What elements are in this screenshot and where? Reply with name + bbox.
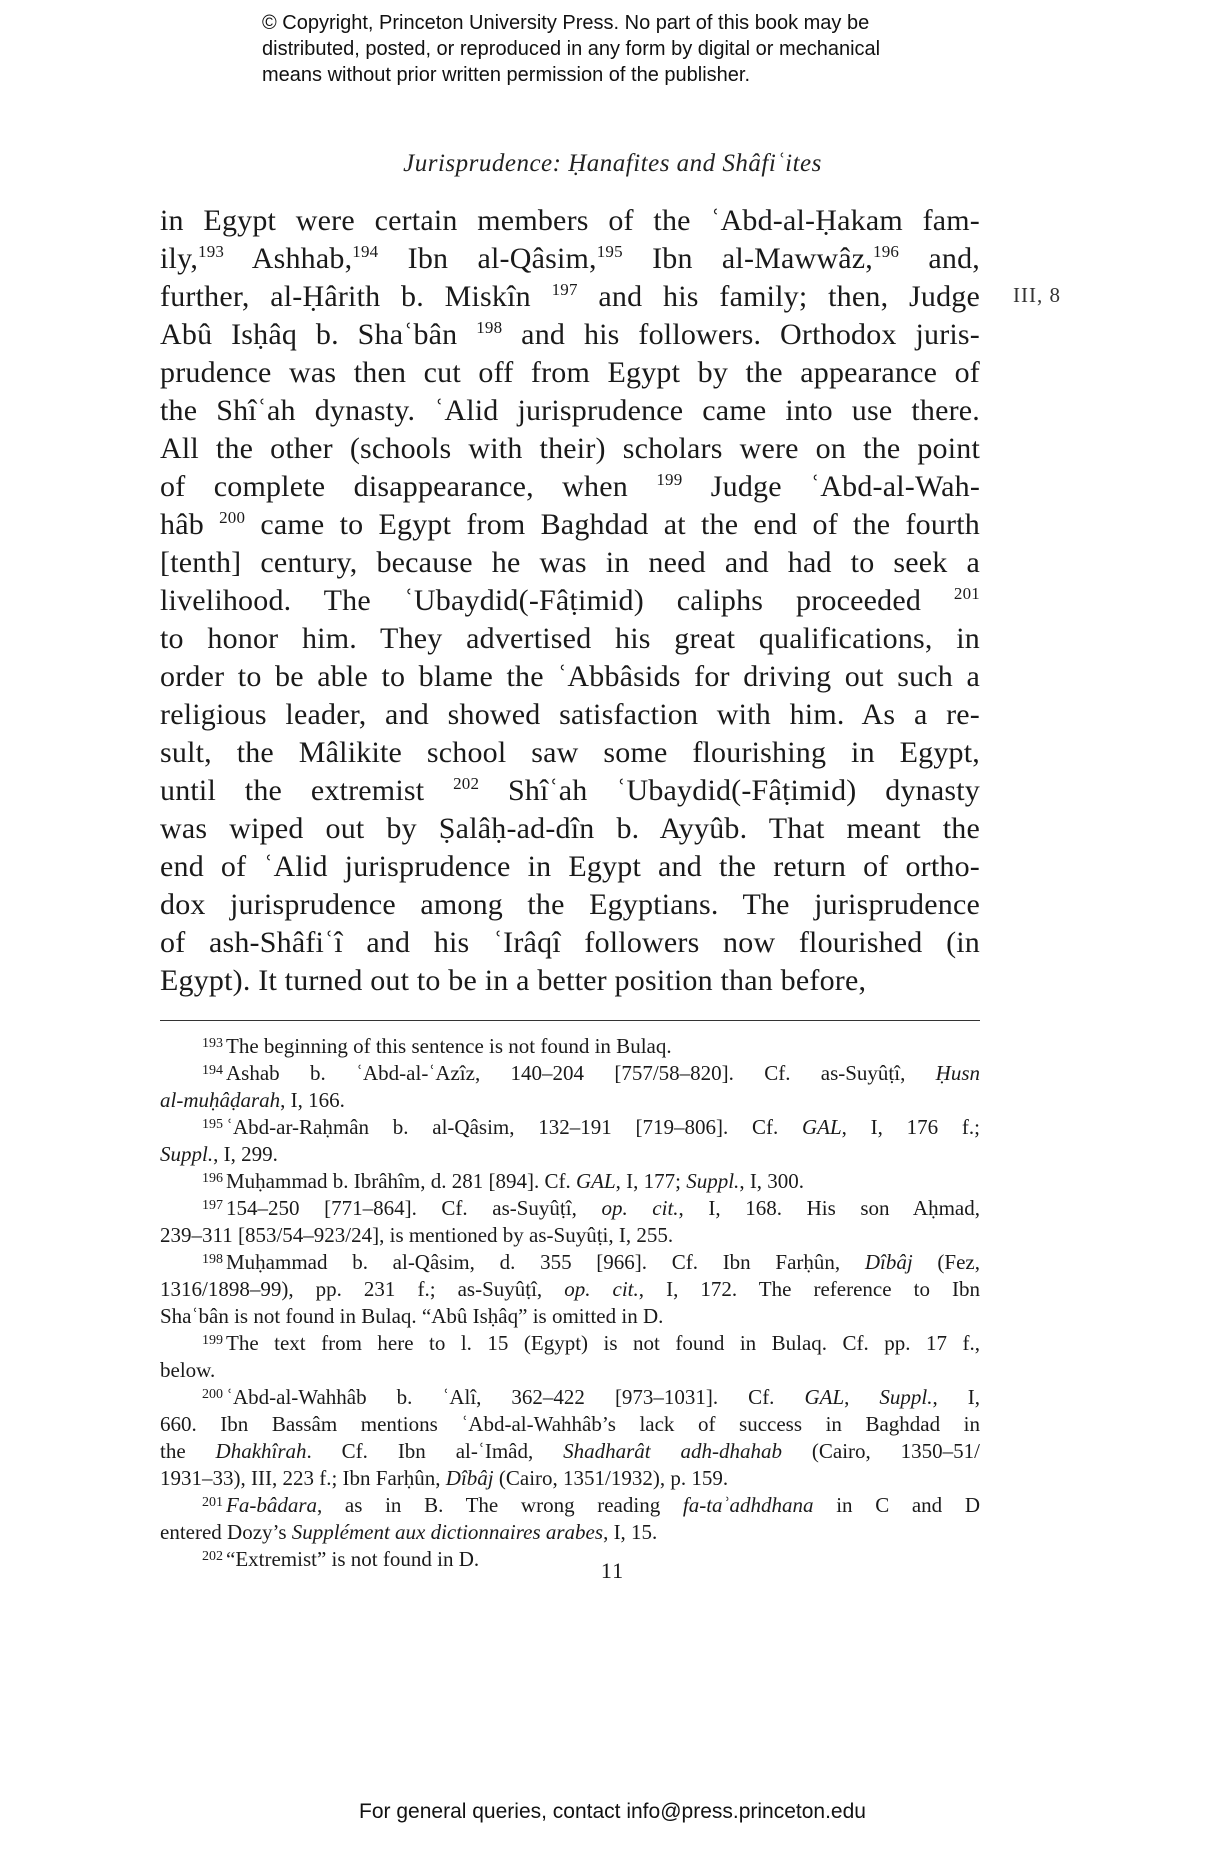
- body-text-run: livelihood. The ʿUbaydid(-Fâṭimid) caliphs proceeded: [160, 584, 954, 617]
- footnote-rule: [160, 1020, 980, 1021]
- footnote-line: [160, 1195, 980, 1222]
- footnote-ref: 193: [198, 242, 225, 261]
- footnote-number: 202: [202, 1549, 223, 1564]
- body-text-run: came to Egypt from Baghdad at the end of the fourth: [245, 508, 980, 541]
- footnote-italic: GAL: [575, 1169, 616, 1193]
- footnote-italic: Suppl.: [160, 1142, 214, 1166]
- body-text-run: Ashhab,: [224, 242, 353, 275]
- footnote-text: , I, 15.: [603, 1520, 658, 1544]
- footnote-line: [160, 1168, 980, 1195]
- footnote-text: , I, 299.: [213, 1142, 278, 1166]
- footnote-text: below.: [160, 1358, 216, 1382]
- footnote-text: , as in B. The wrong reading: [317, 1493, 683, 1517]
- body-text-run: Ibn al-Mawwâz,: [622, 242, 874, 275]
- footnote-text: , I, 177;: [615, 1169, 687, 1193]
- footnote-line: [160, 1411, 980, 1438]
- body-line: [160, 924, 980, 962]
- footnote-line: [160, 1303, 980, 1330]
- body-text-run: of ash-Shâfiʿî and his ʿIrâqî followers now flourished (in: [160, 926, 980, 959]
- body-text-run: until the extremist: [160, 774, 454, 807]
- footnote-ref: 197: [551, 280, 578, 299]
- footnote-line: [160, 1276, 980, 1303]
- body-text-run: further, al-Ḥârith b. Miskîn: [160, 280, 552, 313]
- body-text-run: and his followers. Orthodox juris-: [502, 318, 981, 351]
- footnote-italic: Suppl.: [686, 1169, 740, 1193]
- footnote-text: . Cf. Ibn al-ʿImâd,: [306, 1439, 564, 1463]
- copyright-line: distributed, posted, or reproduced in any form by digital or mechanical: [262, 38, 881, 60]
- footnote-text: , I, 172. The reference to Ibn: [638, 1277, 980, 1301]
- footnote-line: [160, 1384, 980, 1411]
- body-text-run: in Egypt were certain members of the ʿAbd-al-Ḥakam fam-: [160, 204, 980, 237]
- footnote-text: , I, 166.: [280, 1088, 345, 1112]
- footnote-text: (Cairo, 1351/1932), p. 159.: [493, 1466, 729, 1490]
- body-line: [160, 544, 980, 582]
- body-line: [160, 354, 980, 392]
- body-text-run: hâb: [160, 508, 220, 541]
- footnote-text: Muḥammad b. al-Qâsim, d. 355 [966]. Cf. Ibn Farḥûn,: [226, 1250, 865, 1274]
- footnote-ref: 196: [873, 242, 900, 261]
- body-text-run: end of ʿAlid jurisprudence in Egypt and the return of ortho-: [160, 850, 980, 883]
- footnote-number: 201: [202, 1495, 223, 1510]
- footnote-italic: Ḥusn: [935, 1061, 980, 1085]
- footnote-line: [160, 1492, 980, 1519]
- body-line: [160, 696, 980, 734]
- footnote-text: entered Dozy’s: [160, 1520, 292, 1544]
- footnote-line: [160, 1114, 980, 1141]
- body-line: [160, 316, 980, 354]
- footnote-text: 1316/1898–99), pp. 231 f.; as-Suyûṭî,: [160, 1277, 565, 1301]
- footnote-line: [160, 1087, 980, 1114]
- footnote-text: 660. Ibn Bassâm mentions ʿAbd-al-Wahhâb’s lack of success in Baghdad in: [160, 1412, 980, 1436]
- footnote-ref: 200: [219, 508, 246, 527]
- body-text-run: prudence was then cut off from Egypt by the appearance of: [160, 356, 980, 389]
- body-text-run: All the other (schools with their) scholars were on the point: [160, 432, 980, 465]
- copyright-line: © Copyright, Princeton University Press. No part of this book may be: [262, 12, 870, 34]
- copyright-line: means without prior written permission of the publisher.: [262, 64, 751, 86]
- footnote-text: 154–250 [771–864]. Cf. as-Suyûṭî,: [226, 1196, 602, 1220]
- contact-footer: For general queries, contact info@press.princeton.edu: [359, 1800, 866, 1823]
- footnote-line: [160, 1357, 980, 1384]
- body-line: [160, 962, 980, 1000]
- body-text-run: Judge ʿAbd-al-Wah-: [682, 470, 981, 503]
- body-text-run: religious leader, and showed satisfaction with him. As a re-: [160, 698, 980, 731]
- footnote-line: [160, 1330, 980, 1357]
- footnote-ref: 201: [953, 584, 980, 603]
- body-text-run: dox jurisprudence among the Egyptians. The jurisprudence: [160, 888, 980, 921]
- footnote-line: [160, 1060, 980, 1087]
- body-text-run: and his family; then, Judge: [577, 280, 980, 313]
- footnote-ref: 199: [656, 470, 683, 489]
- body-line: [160, 734, 980, 772]
- footnote-italic: Dîbâj: [445, 1466, 494, 1490]
- footnote-italic: Suppl.: [879, 1385, 933, 1409]
- page-number: 11: [600, 1558, 625, 1583]
- footnote-line: [160, 1033, 980, 1060]
- footnote-text: The text from here to l. 15 (Egypt) is not found in Bulaq. Cf. pp. 17 f.,: [226, 1331, 980, 1355]
- footnote-italic: Dîbâj: [864, 1250, 913, 1274]
- footnote-number: 194: [202, 1063, 223, 1078]
- footnote-line: [160, 1438, 980, 1465]
- footnote-line: [160, 1222, 980, 1249]
- footnote-ref: 194: [352, 242, 379, 261]
- running-head: Jurisprudence: Ḥanafites and Shâfiʿites: [403, 150, 822, 177]
- footnote-italic: op. cit.: [601, 1196, 679, 1220]
- footnotes: [160, 1033, 980, 1573]
- body-text-run: and,: [899, 242, 980, 275]
- footnote-italic: Supplément aux dictionnaires arabes: [291, 1520, 604, 1544]
- footnote-text: (Cairo, 1350–51/: [782, 1439, 981, 1463]
- copyright-notice: [262, 10, 1022, 88]
- footnote-number: 195: [202, 1117, 223, 1132]
- body-line: [160, 240, 980, 278]
- body-text-run: [tenth] century, because he was in need and had to seek a: [160, 546, 980, 579]
- body-text-run: was wiped out by Ṣalâḥ-ad-dîn b. Ayyûb. That meant the: [160, 812, 980, 845]
- body-line: [160, 468, 980, 506]
- body-text: [160, 202, 980, 1000]
- body-line: [160, 772, 980, 810]
- footnote-text: in C and D: [813, 1493, 981, 1517]
- footnote-text: (Fez,: [912, 1250, 980, 1274]
- footnote-number: 193: [202, 1036, 223, 1051]
- footnote-text: , I,: [932, 1385, 981, 1409]
- body-line: [160, 278, 980, 316]
- footnote-number: 198: [202, 1252, 223, 1267]
- body-text-run: order to be able to blame the ʿAbbâsids for driving out such a: [160, 660, 980, 693]
- body-text-run: Egypt). It turned out to be in a better position than before,: [160, 964, 867, 997]
- footnote-text: “Extremist” is not found in D.: [226, 1547, 480, 1571]
- footnote-number: 197: [202, 1198, 223, 1213]
- footnote-number: 196: [202, 1171, 223, 1186]
- footnote-text: Shaʿbân is not found in Bulaq. “Abû Isḥâq” is omitted in D.: [160, 1304, 664, 1328]
- body-text-run: Abû Isḥâq b. Shaʿbân: [160, 318, 477, 351]
- footnote-ref: 202: [453, 774, 480, 793]
- body-text-run: of complete disappearance, when: [160, 470, 657, 503]
- body-text-run: Shîʿah ʿUbaydid(-Fâṭimid) dynasty: [479, 774, 980, 807]
- body-text-run: ily,: [160, 242, 199, 275]
- body-text-run: Ibn al-Qâsim,: [378, 242, 597, 275]
- body-line: [160, 658, 980, 696]
- footnote-text: Muḥammad b. Ibrâhîm, d. 281 [894]. Cf.: [226, 1169, 576, 1193]
- footnote-text: , I, 168. His son Aḥmad,: [678, 1196, 981, 1220]
- footnote-line: [160, 1141, 980, 1168]
- footnote-italic: Dhakhîrah: [215, 1439, 307, 1463]
- footnote-text: ʿAbd-ar-Raḥmân b. al-Qâsim, 132–191 [719–806]. Cf.: [226, 1115, 802, 1139]
- footnote-text: The beginning of this sentence is not found in Bulaq.: [226, 1034, 672, 1058]
- footnote-line: [160, 1249, 980, 1276]
- footnote-text: 1931–33), III, 223 f.; Ibn Farḥûn,: [160, 1466, 446, 1490]
- footnote-italic: al-muḥâḍarah: [160, 1088, 281, 1112]
- body-line: [160, 848, 980, 886]
- body-line: [160, 392, 980, 430]
- footnote-italic: fa-taʾadhdhana: [682, 1493, 814, 1517]
- body-line: [160, 202, 980, 240]
- body-line: [160, 810, 980, 848]
- footnote-italic: Shadharât adh-dhahab: [563, 1439, 783, 1463]
- body-line: [160, 430, 980, 468]
- footnote-text: ,: [844, 1385, 880, 1409]
- body-line: [160, 506, 980, 544]
- footnote-text: the: [160, 1439, 216, 1463]
- footnote-number: 199: [202, 1333, 223, 1348]
- footnote-line: [160, 1519, 980, 1546]
- footnote-line: [160, 1465, 980, 1492]
- body-line: [160, 582, 980, 620]
- footnote-italic: Fa-bâdara: [226, 1493, 317, 1517]
- footnote-italic: GAL: [804, 1385, 845, 1409]
- body-line: [160, 620, 980, 658]
- body-text-run: the Shîʿah dynasty. ʿAlid jurisprudence came into use there.: [160, 394, 980, 427]
- footnote-text: ʿAbd-al-Wahhâb b. ʿAlî, 362–422 [973–1031]. Cf.: [226, 1385, 805, 1409]
- body-line: [160, 886, 980, 924]
- body-text-run: sult, the Mâlikite school saw some flourishing in Egypt,: [160, 736, 980, 769]
- footnote-italic: GAL: [801, 1115, 842, 1139]
- body-text-run: to honor him. They advertised his great qualifications, in: [160, 622, 980, 655]
- footnote-text: Ashab b. ʿAbd-al-ʿAzîz, 140–204 [757/58–820]. Cf. as-Suyûṭî,: [226, 1061, 936, 1085]
- footnote-text: , I, 176 f.;: [841, 1115, 980, 1139]
- margin-note: III, 8: [1013, 283, 1061, 307]
- footnote-text: 239–311 [853/54–923/24], is mentioned by as-Suyûṭi, I, 255.: [160, 1223, 674, 1247]
- footnote-text: , I, 300.: [739, 1169, 805, 1193]
- footnote-ref: 195: [596, 242, 623, 261]
- footnote-number: 200: [202, 1387, 223, 1402]
- footnote-ref: 198: [476, 318, 503, 337]
- footnote-italic: op. cit.: [564, 1277, 639, 1301]
